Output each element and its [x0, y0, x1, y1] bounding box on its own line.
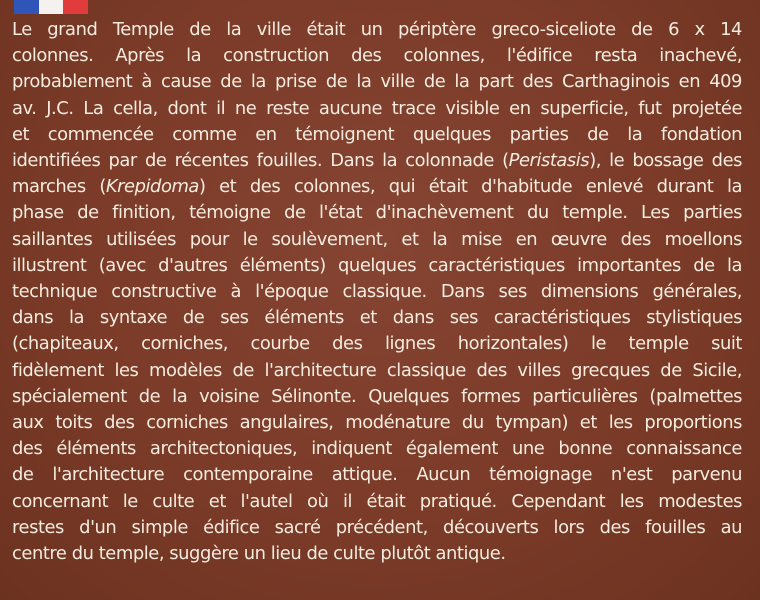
text-line: technique constructive à l'époque classique. Dans ses dimensions générales, — [12, 281, 742, 303]
text-line: (chapiteaux, corniches, courbe des lignes horizontales) le temple suit — [12, 333, 742, 355]
text-line: restes d'un simple édifice sacré précédent, découverts lors des fouilles au — [12, 516, 742, 538]
text-line: probablement à cause de la prise de la ville de la part des Carthaginois en 409 — [12, 71, 742, 93]
flag-red-stripe — [63, 0, 88, 14]
french-flag-icon — [14, 0, 88, 14]
text-line: colonnes. Après la construction des colonnes, l'édifice resta inachevé, — [12, 45, 742, 67]
italic-term: Krepidoma — [105, 176, 199, 198]
flag-blue-stripe — [14, 0, 39, 14]
text-line: et commencée comme en témoignent quelques parties de la fondation — [12, 123, 742, 145]
text-line: marches (Krepidoma) et des colonnes, qui était d'habitude enlevé durant la — [12, 176, 742, 198]
italic-term: Peristasis — [508, 150, 590, 172]
text-line: centre du temple, suggère un lieu de culte plutôt antique. — [12, 543, 506, 565]
text-line: identifiées par de récentes fouilles. Dans la colonnade (Peristasis), le bossage des — [12, 150, 742, 172]
text-line: phase de finition, témoigne de l'état d'inachèvement du temple. Les parties — [12, 202, 742, 224]
text-line: Le grand Temple de la ville était un périptère greco-siceliote de 6 x 14 — [12, 19, 742, 40]
text-line: spécialement de la voisine Sélinonte. Quelques formes particulières (palmettes — [12, 385, 742, 407]
text-line: des éléments architectoniques, indiquent également une bonne connaissance — [12, 438, 742, 460]
text-line: saillantes utilisées pour le soulèvement, et la mise en œuvre des moellons — [12, 228, 742, 250]
temple-description — [12, 17, 742, 567]
text-line: de l'architecture contemporaine attique. Aucun témoignage n'est parvenu — [12, 464, 742, 486]
flag-white-stripe — [39, 0, 64, 14]
text-line: fidèlement les modèles de l'architecture classique des villes grecques de Sicile, — [12, 359, 742, 381]
text-line: illustrent (avec d'autres éléments) quelques caractéristiques importantes de la — [12, 254, 742, 276]
text-line: aux toits des corniches angulaires, modénature du tympan) et les proportions — [12, 412, 742, 434]
text-line: av. J.C. La cella, dont il ne reste aucune trace visible en superficie, fut projetée — [12, 97, 742, 119]
text-line: concernant le culte et l'autel où il était pratiqué. Cependant les modestes — [12, 490, 742, 512]
text-line: dans la syntaxe de ses éléments et dans ses caractéristiques stylistiques — [12, 307, 742, 329]
